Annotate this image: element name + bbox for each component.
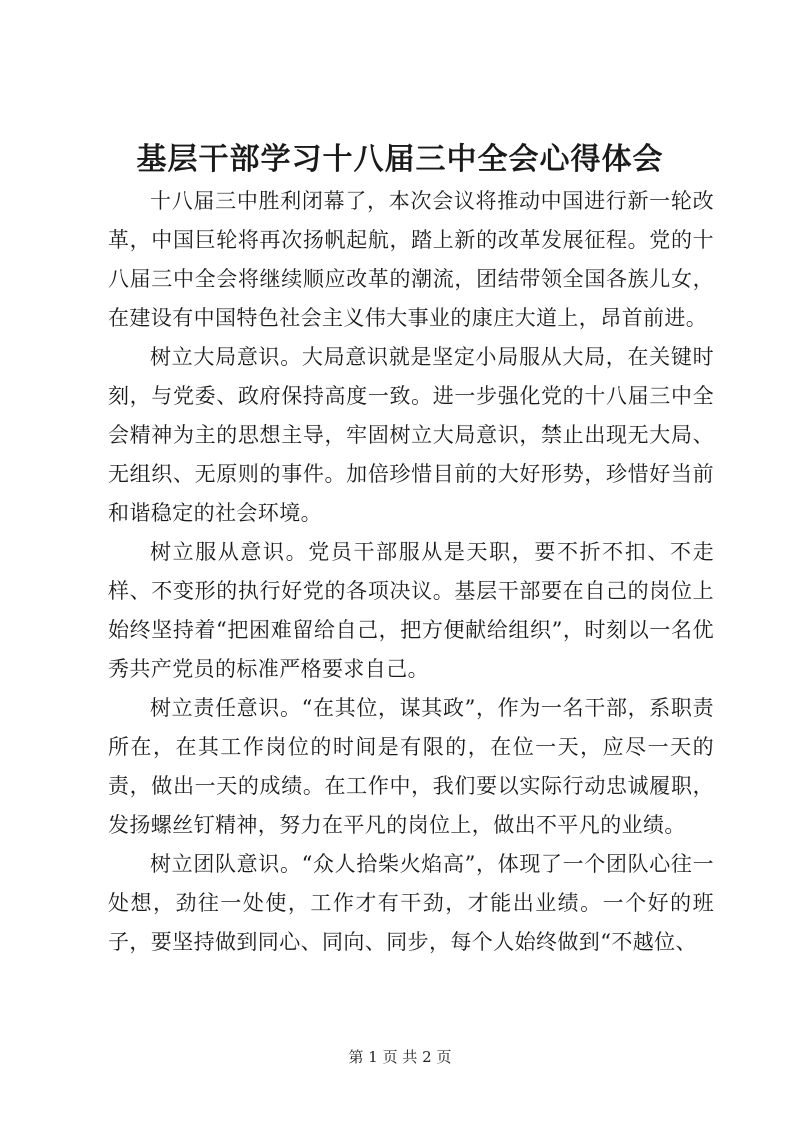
document-body (108, 182, 714, 962)
paragraph-team-awareness: 树立团队意识。“众人拾柴火焰高”，体现了一个团队心往一处想，劲往一处使，工作才有干劲，才能出业绩。一个好的班子，要坚持做到同心、同向、同步，每个人始终做到“不越位、 (108, 852, 714, 954)
paragraph-intro: 十八届三中胜利闭幕了，本次会议将推动中国进行新一轮改革，中国巨轮将再次扬帆起航，踏上新的改革发展征程。党的十八届三中全会将继续顺应改革的潮流，团结带领全国各族儿女，在建设有中国特色社会主义伟大事业的康庄大道上，昂首前进。 (108, 189, 714, 330)
page-number: 第 1 页 共 2 页 (348, 1048, 452, 1066)
paragraph-overall-awareness: 树立大局意识。大局意识就是坚定小局服从大局，在关键时刻，与党委、政府保持高度一致。进一步强化党的十八届三中全会精神为主的思想主导，牢固树立大局意识，禁止出现无大局、无组织、无原则的事件。加倍珍惜目前的大好形势，珍惜好当前和谐稳定的社会环境。 (108, 345, 714, 525)
paragraph-responsibility-awareness: 树立责任意识。“在其位，谋其政”，作为一名干部，系职责所在，在其工作岗位的时间是有限的，在位一天，应尽一天的责，做出一天的成绩。在工作中，我们要以实际行动忠诚履职，发扬螺丝钉精神，努力在平凡的岗位上，做出不平凡的业绩。 (108, 696, 714, 837)
document-title: 基层干部学习十八届三中全会心得体会 (136, 142, 664, 177)
paragraph-obedience-awareness: 树立服从意识。党员干部服从是天职，要不折不扣、不走样、不变形的执行好党的各项决议。基层干部要在自己的岗位上始终坚持着“把困难留给自己，把方便献给组织”，时刻以一名优秀共产党员的标准严格要求自己。 (108, 540, 714, 681)
page-footer (0, 1047, 800, 1067)
